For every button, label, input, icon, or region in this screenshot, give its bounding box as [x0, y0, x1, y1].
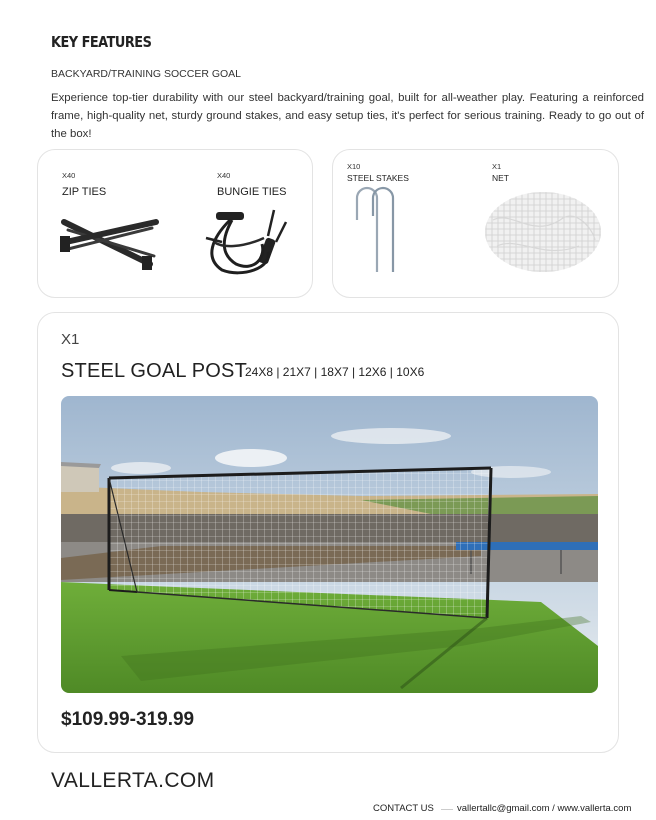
goal-photo: [61, 396, 598, 693]
bungee-ties-icon: [202, 208, 292, 278]
steel-stakes-label: STEEL STAKES: [347, 173, 409, 183]
bungee-ties-qty: X40: [217, 171, 231, 180]
section-heading: KEY FEATURES: [51, 33, 152, 51]
contact-info[interactable]: vallertallc@gmail.com / www.vallerta.com: [457, 803, 632, 814]
website-label[interactable]: VALLERTA.COM: [51, 769, 215, 792]
zip-ties-label: ZIP TIES: [62, 186, 107, 198]
contact-label: CONTACT US: [373, 803, 434, 814]
net-qty: X1: [492, 162, 502, 171]
net-label: NET: [492, 173, 509, 183]
product-description: Experience top-tier durability with our steel backyard/training goal, built for all-weather play. Featuring a reinforced frame, high-quality net, sturdy ground stakes, and easy setup ties, it's perfect for serious training. Ready to go out of the box!: [51, 92, 644, 140]
zip-ties-qty: X40: [62, 171, 76, 180]
bungee-ties-label: BUNGIE TIES: [217, 186, 287, 198]
divider: [441, 809, 453, 810]
accessories-card-left: [37, 149, 313, 298]
goal-title: STEEL GOAL POST: [61, 360, 248, 382]
goal-qty: X1: [61, 331, 80, 348]
zip-ties-icon: [58, 212, 162, 274]
goal-sizes: 24X8 | 21X7 | 18X7 | 12X6 | 10X6: [245, 365, 425, 379]
net-icon: [483, 190, 603, 274]
product-subtitle: BACKYARD/TRAINING SOCCER GOAL: [51, 68, 242, 80]
goal-card: [37, 312, 619, 753]
steel-stakes-qty: X10: [347, 162, 361, 171]
goal-price: $109.99-319.99: [61, 709, 195, 730]
steel-stakes-icon: [351, 186, 407, 274]
accessories-card-right: [332, 149, 619, 298]
